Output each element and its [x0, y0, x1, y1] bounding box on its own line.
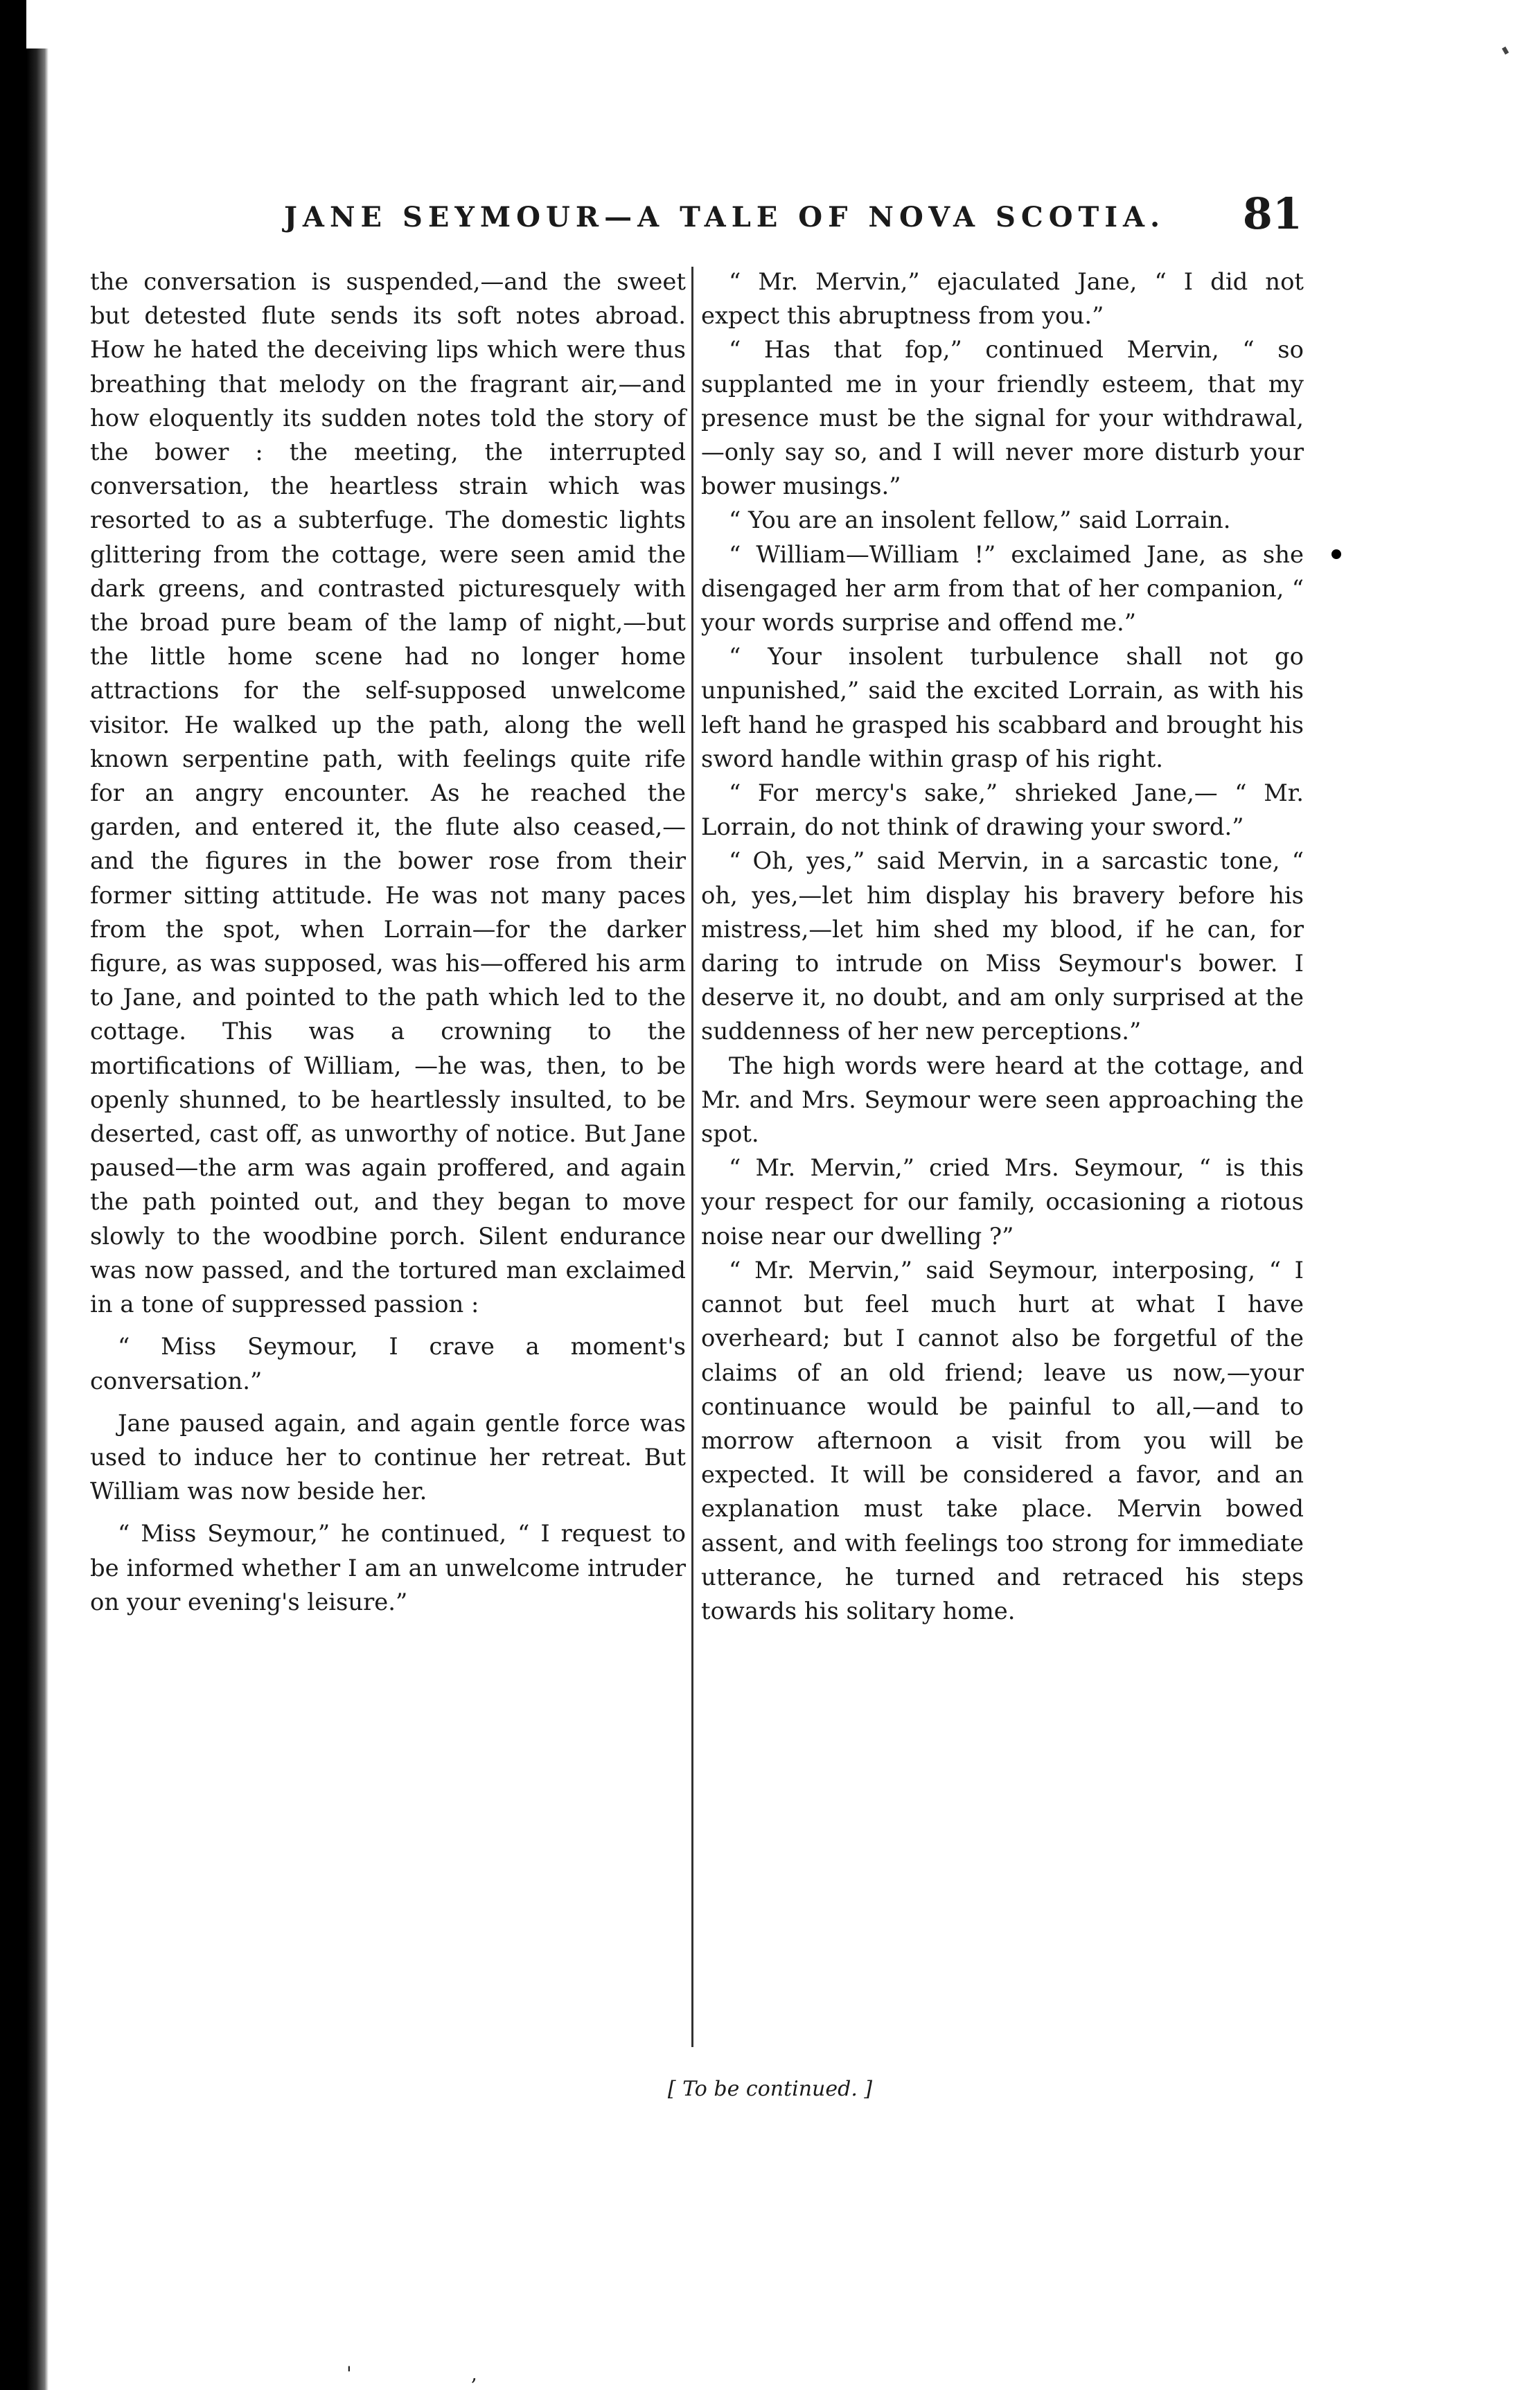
running-header [284, 188, 1302, 244]
right-paragraph-1: “ Mr. Mervin,” ejaculated Jane, “ I did not expect this abruptness from you.” [701, 268, 1304, 330]
running-title: JANE SEYMOUR—A TALE OF NOVA SCOTIA. [284, 201, 1165, 233]
scan-speck [1502, 46, 1509, 55]
right-paragraph-5: “ Your insolent turbulence shall not go unpunished,” said the excited Lorrain, as with his left hand he grasped his scabbard and brought his sword handle within grasp of his right. [701, 643, 1304, 772]
right-paragraph-9: “ Mr. Mervin,” cried Mrs. Seymour, “ is this your respect for our family, occasioning a riotous noise near our dwelling ?” [701, 1154, 1304, 1250]
right-paragraph-4: “ William—William !” exclaimed Jane, as she disengaged her arm from that of her companion, “ your words surprise and offend me.” [701, 540, 1304, 637]
right-column [701, 265, 1304, 1628]
margin-speck [1331, 549, 1341, 559]
left-paragraph-4: “ Miss Seymour,” he continued, “ I request to be informed whether I am an unwelcome intruder on your evening's leisure.” [90, 1520, 686, 1616]
left-column [90, 265, 686, 1619]
scan-speck: ' [346, 2362, 352, 2385]
left-paragraph-2: “ Miss Seymour, I crave a moment's conversation.” [90, 1333, 686, 1395]
to-be-continued: [ To be continued. ] [667, 2077, 873, 2101]
left-paragraph-1: the conversation is suspended,—and the sweet but detested flute sends its soft notes abroad. How he hated the deceiving lips which were thus breathing that melody on the fragrant air,—and how eloquently its sudden notes told the story of the bower : the meeting, the interrupted conversation, the heartless strain which was resorted to as a subterfuge. The domestic lights glittering from the cottage, were seen amid the dark greens, and contrasted picturesquely with the broad pure beam of the lamp of night,—but the little home scene had no longer home attractions for the self-supposed unwelcome visitor. He walked up the path, along the well known serpentine path, with feelings quite rife for an angry encounter. As he reached the garden, and entered it, the flute also ceased,—and the figures in the bower rose from their former sitting attitude. He was not many paces from the spot, when Lorrain—for the darker figure, as was supposed, was his—offered his arm to Jane, and pointed to the path which led to the cottage. This was a crowning to the mortifications of William, —he was, then, to be openly shunned, to be heartlessly insulted, to be deserted, cast off, as unworthy of notice. But Jane paused—the arm was again proffered, and again the path pointed out, and they began to move slowly to the woodbine porch. Silent endurance was now passed, and the tortured man exclaimed in a tone of suppressed passion : [90, 268, 686, 1318]
column-divider [691, 267, 693, 2047]
page-number: 81 [1242, 188, 1302, 239]
right-paragraph-2: “ Has that fop,” continued Mervin, “ so supplanted me in your friendly esteem, that my presence must be the signal for your withdrawal,—only say so, and I will never more disturb your bower musings.” [701, 336, 1304, 500]
right-paragraph-8: The high words were heard at the cottage, and Mr. and Mrs. Seymour were seen approaching the spot. [701, 1052, 1304, 1148]
right-paragraph-7: “ Oh, yes,” said Mervin, in a sarcastic tone, “ oh, yes,—let him display his bravery before his mistress,—let him shed my blood, if he can, for daring to intrude on Miss Seymour's bower. I deserve it, no doubt, and am only surprised at the suddenness of her new perceptions.” [701, 847, 1304, 1045]
right-paragraph-10: “ Mr. Mervin,” said Seymour, interposing, “ I cannot but feel much hurt at what I have overheard; but I cannot also be forgetful of the claims of an old friend; leave us now,—your continuance would be painful to all,—and to morrow afternoon a visit from you will be expected. It will be considered a favor, and an explanation must take place. Mervin bowed assent, and with feelings too strong for immediate utterance, he turned and retraced his steps towards his solitary home. [701, 1256, 1304, 1625]
right-paragraph-3: “ You are an insolent fellow,” said Lorrain. [729, 506, 1231, 534]
left-paragraph-3: Jane paused again, and again gentle force was used to induce her to continue her retreat. But William was now beside her. [90, 1409, 686, 1505]
scan-speck: , [471, 2362, 477, 2385]
binding-edge [0, 48, 48, 2390]
right-paragraph-6: “ For mercy's sake,” shrieked Jane,— “ Mr. Lorrain, do not think of drawing your sword.” [701, 779, 1304, 841]
binding-edge-top [0, 0, 26, 55]
